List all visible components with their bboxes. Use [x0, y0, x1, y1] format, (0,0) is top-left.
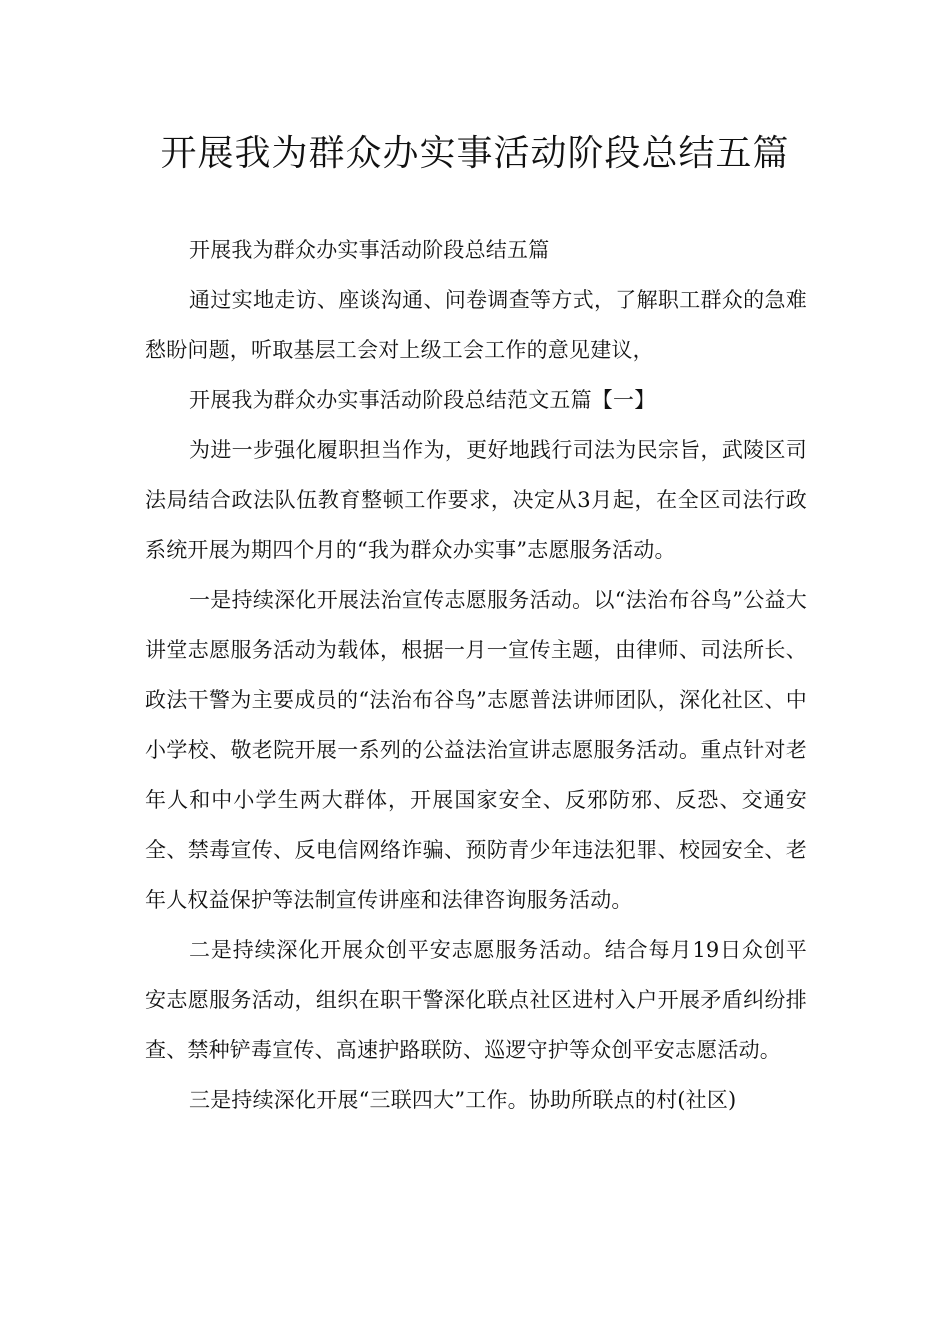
- paragraph-point-one: 一是持续深化开展法治宣传志愿服务活动。以“法治布谷鸟”公益大讲堂志愿服务活动为载体，根据一月一宣传主题，由律师、司法所长、政法干警为主要成员的“法治布谷鸟”志愿普法讲师团队，深化社区、中小学校、敬老院开展一系列的公益法治宣讲志愿服务活动。重点针对老年人和中小学生两大群体，开展国家安全、反邪防邪、反恐、交通安全、禁毒宣传、反电信网络诈骗、预防青少年违法犯罪、校园安全、老年人权益保护等法制宣传讲座和法律咨询服务活动。: [145, 588, 807, 912]
- paragraph-background: 为进一步强化履职担当作为，更好地践行司法为民宗旨，武陵区司法局结合政法队伍教育整顿工作要求，决定从3月起，在全区司法行政系统开展为期四个月的“我为群众办实事”志愿服务活动。: [145, 438, 807, 562]
- paragraph-subtitle: 开展我为群众办实事活动阶段总结五篇: [189, 238, 550, 262]
- paragraph-point-three: 三是持续深化开展“三联四大”工作。协助所联点的村(社区): [189, 1088, 737, 1112]
- paragraph-point-two: 二是持续深化开展众创平安志愿服务活动。结合每月19日众创平安志愿服务活动，组织在职干警深化联点社区进村入户开展矛盾纠纷排查、禁种铲毒宣传、高速护路联防、巡逻守护等众创平安志愿活动。: [145, 938, 807, 1062]
- document-title: 开展我为群众办实事活动阶段总结五篇: [160, 133, 790, 174]
- document-body: [145, 225, 807, 1125]
- paragraph-intro: 通过实地走访、座谈沟通、问卷调查等方式，了解职工群众的急难愁盼问题，听取基层工会对上级工会工作的意见建议，: [145, 288, 807, 362]
- paragraph-section-heading: 开展我为群众办实事活动阶段总结范文五篇【一】: [189, 388, 656, 412]
